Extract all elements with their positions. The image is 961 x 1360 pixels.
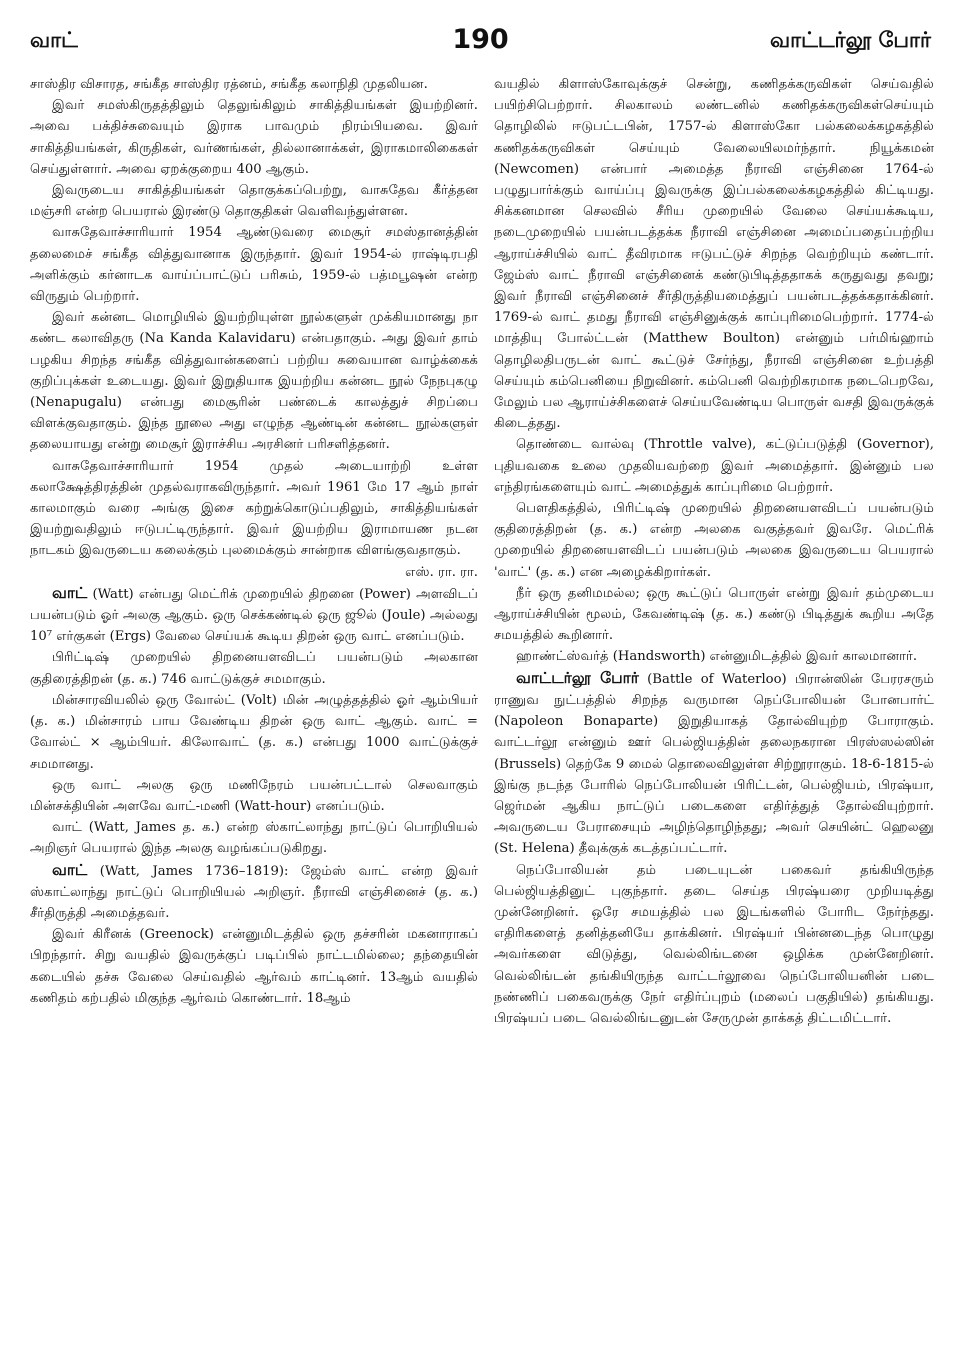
paragraph: இவர் சமஸ்கிருதத்திலும் தெலுங்கிலும் சாகித்தியங்கள் இயற்றினர். அவை பக்திச்சுவையும் இராக பாவமும் நிரம்பியவை. இவர் சாகித்தியங்கள், கிருதிகள், வர்ணங்கள், தில்லானாக்கள், இராகமாலிகைகள் செய்துள்ளார். அவை ஏறக்குறைய 400 ஆகும். <box>30 98 478 177</box>
paragraph: பிரிட்டிஷ் முறையில் திறனையளவிடப் பயன்படும் அலகான குதிரைத்திறன் (த. க.) 746 வாட்டுக்குச் சமமாகும். <box>30 650 478 687</box>
paragraph: வாட் (Watt, James த. க.) என்ற ஸ்காட்லாந்து நாட்டுப் பொறியியல் அறிஞர் பெயரால் இந்த அலகு வழங்கப்படுகிறது. <box>30 820 478 857</box>
paragraph: இவர் கிரீனக் (Greenock) என்னுமிடத்தில் ஒரு தச்சரின் மகனாராகப் பிறந்தார். சிறு வயதில் இவருக்குப் படிப்பில் நாட்டமில்லை; தந்தையின் கடையில் தச்சு வேலை செய்வதில் ஆர்வம் காட்டினர். 13ஆம் வயதில் கணிதம் கற்பதில் மிகுந்த ஆர்வம் கொண்டார். 18ஆம் <box>30 927 478 1006</box>
paragraph: தொண்டை வால்வு (Throttle valve), கட்டுப்படுத்தி (Governor), புதியவகை உலை முதலியவற்றை இவர் அமைத்தார். இன்னும் பல எந்திரங்களையும் வாட் அமைத்துக் காப்புரிமை பெற்றார். <box>494 437 934 495</box>
page-number: 190 <box>452 24 509 55</box>
paragraph: ஹாண்ட்ஸ்வர்த் (Handsworth) என்னுமிடத்தில் இவர் காலமானார். <box>516 649 918 665</box>
paragraph: இவருடைய சாகித்தியங்கள் தொகுக்கப்பெற்று, வாசுதேவ கீர்த்தன மஞ்சரி என்ற பெயரால் இரண்டு தொகுதிகள் வெளிவந்துள்ளன. <box>30 183 478 220</box>
paragraph: ஒரு வாட் அலகு ஒரு மணிநேரம் பயன்பட்டால் செலவாகும் மின்சக்தியின் அளவே வாட்-மணி (Watt-hour) எனப்படும். <box>30 777 478 814</box>
entry-watt-unit <box>30 583 478 648</box>
author-signature: எஸ். ரா. ரா. <box>405 564 478 580</box>
paragraph: இவர் கன்னட மொழியில் இயற்றியுள்ள நூல்களுள் முக்கியமானது நா கண்ட கலாவிதரு (Na Kanda Kalavidaru) என்பதாகும். அது இவர் தாம் பழகிய சிறந்த சங்கீத வித்துவான்களைப் பற்றிய சுவையான வாழ்க்கைக் குறிப்புக்கள் உடையது. இவர் இறுதியாக இயற்றிய கன்னட நூல் நேநபுகழு (Nenapugalu) என்பது மைசூரின் பண்டைக் காலத்துச் சிறப்பை விளக்குவதாகும். இந்த நூலை அது எழுந்த ஆண்டின் கன்னட நூல்களுள் தலையாயது என்று மைசூர் இராச்சிய அரசினர் பரிசளித்தனர். <box>30 310 478 453</box>
paragraph: நீர் ஒரு தனிமமல்ல; ஒரு கூட்டுப் பொருள் என்று இவர் தம்முடைய ஆராய்ச்சியின் மூலம், கேவண்டிஷ் (த. க.) கண்டு பிடித்துக் கூறிய அதே சமயத்தில் கூறினார். <box>494 585 934 644</box>
paragraph: வாசுதேவாச்சாரியார் 1954 முதல் அடையாற்றி உள்ள கலாக்ஷேத்திரத்தின் முதல்வராகவிருந்தார். அவர் 1961 மே 17 ஆம் நாள் காலமாகும் வரை அங்கு இசை கற்றுக்கொடுப்பதிலும், சாகித்தியங்கள் இயற்றுவதிலும் ஈடுபட்டிருந்தார். இவர் இயற்றிய இராமாயண நடன நாடகம் இவருடைய கலைக்கும் புலமைக்கும் சான்றாக விளங்குவதாகும். <box>30 458 478 559</box>
paragraph: வாசுதேவாச்சாரியார் 1954 ஆண்டுவரை மைசூர் சமஸ்தானத்தின் தலைமைச் சங்கீத வித்துவானாக இருந்தார். இவர் 1954-ல் ராஷ்டிரபதி அளிக்கும் கர்னாடக வாய்ப்பாட்டுப் பரிசும், 1959-ல் பத்மபூஷன் என்ற விருதும் பெற்றார். <box>30 225 478 305</box>
paragraph: மின்சாரவியலில் ஒரு வோல்ட் (Volt) மின் அழுத்தத்தில் ஓர் ஆம்பியர் (த. க.) மின்சாரம் பாய வேண்டிய திறன் ஒரு வாட் ஆகும். வாட் = வோல்ட் × ஆம்பியர். கிலோவாட் (த. க.) என்பது 1000 வாட்டுக்குச் சமமானது. <box>30 692 478 772</box>
entry-james-watt <box>30 860 478 925</box>
left-column <box>30 74 478 1349</box>
paragraph: சாஸ்திர விசாரத, சங்கீத சாஸ்திர ரத்னம், சங்கீத கலாநிதி முதலியன. <box>30 77 428 92</box>
entry-body: (Watt, James 1736–1819): ஜேம்ஸ் வாட் என்ற இவர் ஸ்காட்லாந்து நாட்டுப் பொறியியல் அறிஞர். நீராவி எஞ்சினைச் (த. க.) சீர்திருத்தி அமைத்தவர். <box>30 863 478 921</box>
entry-headword: வாட்டர்லூ போர் <box>516 668 639 687</box>
right-column <box>494 74 934 1349</box>
entry-headword: வாட் <box>52 583 88 602</box>
paragraph: பௌதிகத்தில், பிரிட்டிஷ் முறையில் திறனையளவிடப் பயன்படும் குதிரைத்திறன் (த. க.) என்ற அலகை வகுத்தவர் இவரே. மெட்ரிக் முறையில் திறனையளவிடப் பயன்படும் அலகை இவருடைய பெயரால் 'வாட்' (த. க.) என அழைக்கிறார்கள். <box>494 501 934 580</box>
entry-headword: வாட் <box>52 860 88 879</box>
entry-battle-of-waterloo <box>494 668 934 860</box>
page-header <box>30 26 931 62</box>
header-left-guideword: வாட் <box>30 28 78 52</box>
entry-body: (Watt) என்பது மெட்ரிக் முறையில் திறனை (Power) அளவிடப் பயன்படும் ஓர் அலகு ஆகும். ஒரு செக்கண்டில் ஒரு ஜூல் (Joule) அல்லது 10⁷ எர்குகள் (Ergs) வேலை செய்யக் கூடிய திறன் ஒரு வாட் எனப்படும். <box>30 586 478 645</box>
entry-body: (Battle of Waterloo) பிரான்ஸின் பேரரசரும் ராணுவ நுட்பத்தில் சிறந்த வருமான நெப்போலியன் போனபார்ட் (Napoleon Bonaparte) இறுதியாகத் தோல்வியுற்ற போராகும். வாட்டர்லூ என்னும் ஊர் பெல்ஜியத்தின் தலைநகரான பிரஸ்ஸல்ஸின் (Brussels) தெற்கே 9 மைல் தொலைவிலுள்ள சிற்றூராகும். 18-6-1815-ல் இங்கு நடந்த போரில் நெப்போலியன் பிரிட்டன், பெல்ஜியம், பிரஷ்யா, ஜெர்மன் ஆகிய நாட்டுப் படைகளை எதிர்த்துத் தோல்வியுற்றார். அவருடைய பேராசையும் அழிந்தொழிந்தது; அவர் செயின்ட் ஹெலனு (St. Helena) தீவுக்குக் கடத்தப்பட்டார். <box>494 671 934 857</box>
header-right-guideword: வாட்டர்லூ போர் <box>770 28 931 52</box>
paragraph: நெப்போலியன் தம் படையுடன் பகைவர் தங்கியிருந்த பெல்ஜியத்தினுட் புகுந்தார். தடை செய்த பிரஷ்யரை முறியடித்து முன்னேறினர். ஒரே சமயத்தில் பல இடங்களில் போரிட நேர்ந்தது. எதிரிகளைத் தனித்தனியே தாக்கினர். பிரஷ்யர் பின்னடைந்த பொழுது அவர்களை விடுத்து, வெல்லிங்டனை ஒழிக்க முன்னேறினர். வெல்லிங்டன் தங்கியிருந்த வாட்டர்லூவை நெப்போலியனின் படை நண்ணிப் பகைவருக்கு நேர் எதிர்ப்புறம் (மலைப் பகுதியில்) தங்கியது. பிரஷ்யப் படை வெல்லிங்டனுடன் சேருமுன் தாக்கத் திட்டமிட்டார். <box>494 862 934 1026</box>
paragraph: வயதில் கிளாஸ்கோவுக்குச் சென்று, கணிதக்கருவிகள் செய்வதில் பயிற்சிபெற்றார். சிலகாலம் லண்டனில் கணிதக்கருவிகள்செய்யும் தொழிலில் ஈடுபட்டபின், 1757-ல் கிளாஸ்கோ பல்கலைக்கழகத்தில் கணிதக்கருவிகள் செய்யும் வேலையிலமர்ந்தார். நியூக்கமன் (Newcomen) என்பார் அமைத்த நீராவி எஞ்சினை 1764-ல் பழுதுபார்க்கும் வாய்ப்பு இவருக்கு இப்பல்கலைக்கழகத்தில் கிட்டியது. சிக்கனமான செலவில் சீரிய முறையில் வேலை செய்யக்கூடிய, நடைமுறையில் பயன்படத்தக்க நீராவி எஞ்சினை அமைப்பதைப்பற்றிய ஆராய்ச்சியில் வாட் தீவிரமாக ஈடுபட்டுச் சிறந்த வெற்றியும் கண்டார். ஜேம்ஸ் வாட் நீராவி எஞ்சினைக் கண்டுபிடித்ததாகக் கருதுவது தவறு; இவர் நீராவி எஞ்சினைச் சீர்திருத்தியமைத்துப் பயன்படத்தக்கதாக்கினர். 1769-ல் வாட் தமது நீராவி எஞ்சினுக்குக் காப்புரிமைபெற்றார். 1774-ல் மாத்தியு போல்ட்டன் (Matthew Boulton) என்னும் பர்மிங்ஹாம் தொழிலதிபருடன் வாட் கூட்டுச் சேர்ந்து, நீராவி எஞ்சினை உற்பத்தி செய்யும் கம்பெனியை நிறுவினர். கம்பெனி வெற்றிகரமாக நடைபெறவே, மேலும் பல ஆராய்ச்சிகளைச் செய்யவேண்டிய பொருள் வசதி இவருக்குக் கிடைத்தது. <box>494 77 934 432</box>
